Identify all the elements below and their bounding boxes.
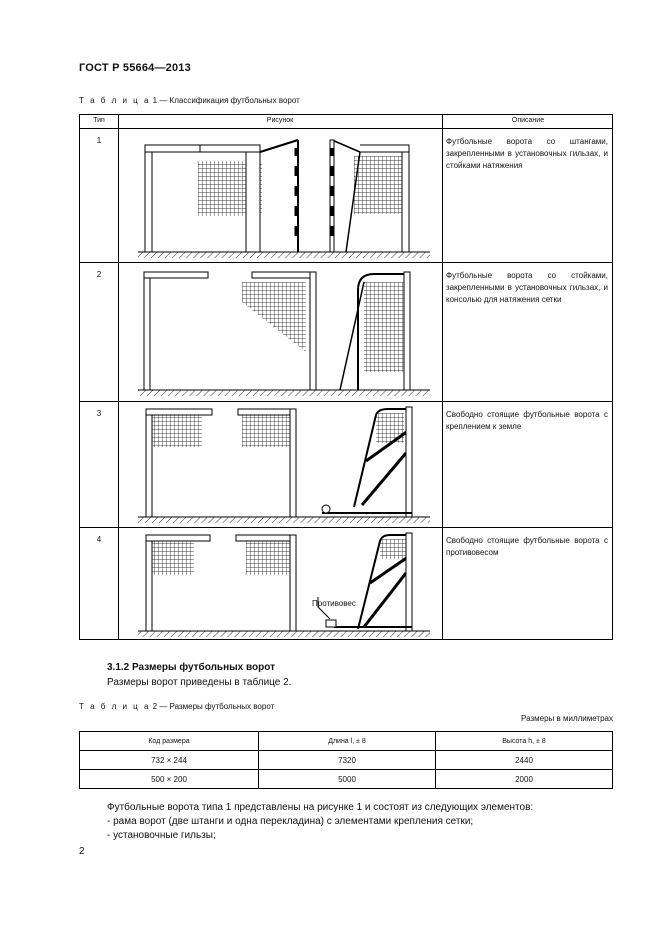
table1-header-drawing: Рисунок — [266, 117, 294, 124]
table2-caption — [79, 702, 274, 711]
table-row — [80, 751, 613, 770]
document-code: ГОСТ Р 55664—2013 — [79, 62, 191, 74]
table-row — [80, 770, 613, 789]
table2-header-height: Высота h, ± 8 — [436, 732, 613, 751]
units-note: Размеры в миллиметрах — [521, 714, 613, 723]
page-number: 2 — [79, 846, 85, 857]
body-paragraph: Футбольные ворота типа 1 представлены на рисунке 1 и состоят из следующих элементов: — [107, 802, 534, 813]
table1-caption — [79, 96, 300, 105]
table2-cell: 500 × 200 — [80, 770, 259, 789]
table1-row-4-type: 4 — [96, 535, 102, 544]
classification-table — [79, 114, 613, 640]
table1-header-type: Тип — [93, 117, 105, 124]
table1-row-2-description: Футбольные ворота со стойками, закрепленными в установочных гильзах, и консолью для натяжения сетки — [446, 271, 608, 304]
table1-caption-prefix: Т а б л и ц а — [79, 96, 151, 105]
goal-type-1-drawing — [118, 128, 442, 262]
goal-type-2-drawing — [118, 262, 442, 401]
goal-type-3-drawing — [118, 401, 442, 527]
section-intro: Размеры ворот приведены в таблице 2. — [107, 677, 292, 688]
table2-cell: 2000 — [436, 770, 613, 789]
table1-header-description: Описание — [511, 117, 545, 124]
table1-row-2-type: 2 — [96, 270, 102, 279]
table2-cell: 2440 — [436, 751, 613, 770]
table2-caption-prefix: Т а б л и ц а — [79, 702, 151, 711]
table1-row-3-type: 3 — [96, 409, 102, 418]
table1-row-1-type: 1 — [96, 136, 102, 145]
table1-row-4-description: Свободно стоящие футбольные ворота с противовесом — [446, 536, 608, 557]
table1-row-1-description: Футбольные ворота со штангами, закрепленными в установочных гильзах, и стойками натяжения — [446, 137, 608, 170]
table2-header-code: Код размера — [80, 732, 259, 751]
section-title: 3.1.2 Размеры футбольных ворот — [107, 662, 275, 673]
goal-type-4-drawing — [118, 527, 442, 639]
table2-caption-text: 2 — Размеры футбольных ворот — [152, 702, 275, 711]
dimensions-table — [79, 731, 613, 789]
list-item: - установочные гильзы; — [107, 830, 216, 841]
table1-caption-text: 1 — Классификация футбольных ворот — [152, 96, 300, 105]
list-item: - рама ворот (две штанги и одна перекладина) с элементами крепления сетки; — [107, 816, 474, 827]
table2-cell: 7320 — [259, 751, 436, 770]
table2-header-length: Длина l, ± 8 — [259, 732, 436, 751]
table2-cell: 5000 — [259, 770, 436, 789]
counterweight-label: Противовес — [312, 599, 356, 608]
table1-row-3-description: Свободно стоящие футбольные ворота с креплением к земле — [446, 410, 608, 431]
table2-cell: 732 × 244 — [80, 751, 259, 770]
